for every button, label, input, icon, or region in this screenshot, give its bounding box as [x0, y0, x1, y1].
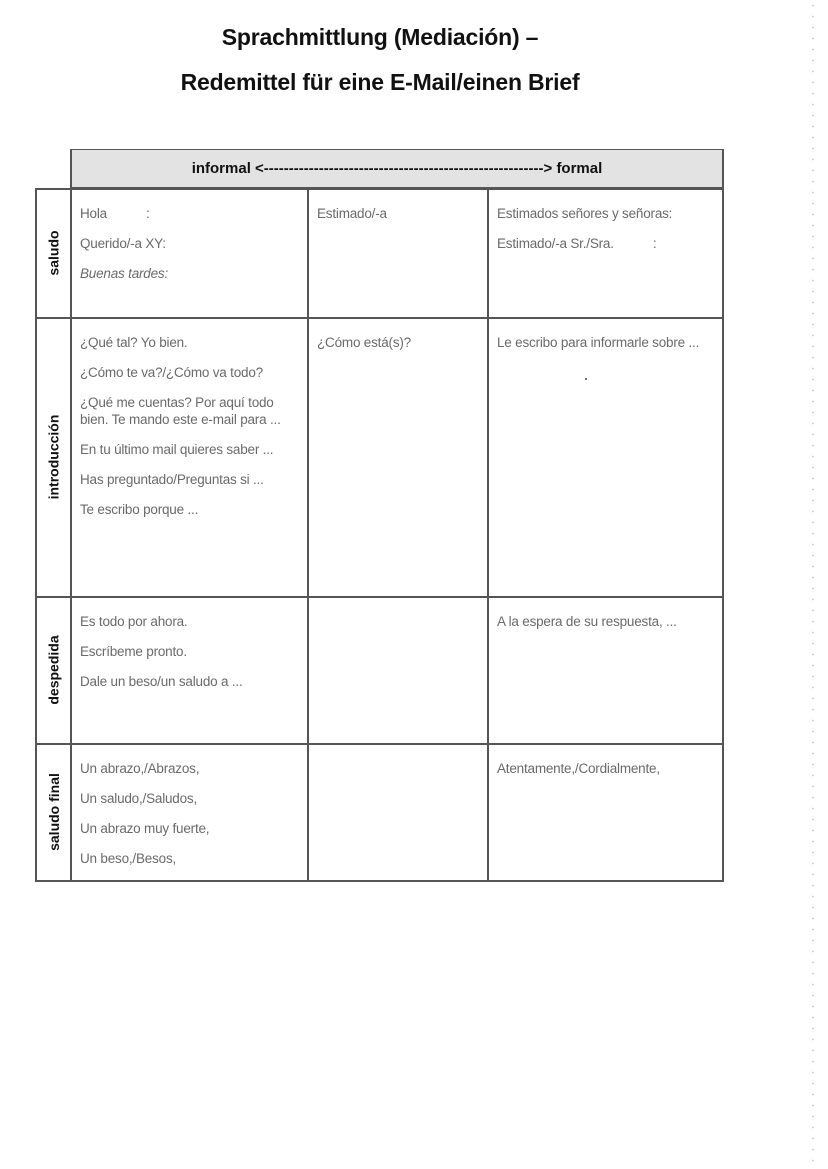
- cell-introduccion-formal: [489, 318, 722, 596]
- phrase: Le escribo para informarle sobre ...: [497, 335, 700, 350]
- cell-introduccion-neutral: [309, 318, 487, 596]
- phrase: Un saludo,/Saludos,: [80, 791, 198, 806]
- phrase: En tu último mail quieres saber ...: [80, 442, 274, 457]
- cell-saludo-final-formal: [489, 744, 722, 880]
- phrase: Un beso,/Besos,: [80, 851, 177, 866]
- phrase: Estimado/-a Sr./Sra. :: [497, 236, 657, 251]
- phrase: Querido/-a XY:: [80, 236, 166, 251]
- phrase: A la espera de su respuesta, ...: [497, 614, 677, 629]
- cell-despedida-informal: [72, 597, 307, 743]
- cell-saludo-informal: [72, 189, 307, 317]
- row-label-text: despedida: [45, 635, 62, 705]
- table-border-right: [722, 149, 724, 882]
- row-label-despedida: [36, 597, 71, 743]
- phrase: Has preguntado/Preguntas si ...: [80, 472, 264, 487]
- row-label-text: saludo final: [45, 773, 62, 851]
- cell-saludo-neutral: [309, 189, 487, 317]
- phrase: Un abrazo,/Abrazos,: [80, 761, 200, 776]
- document-title-line-1: Sprachmittlung (Mediación) –: [221, 24, 539, 50]
- phrase: Dale un beso/un saludo a ...: [80, 674, 243, 689]
- phrase: Buenas tardes:: [80, 266, 169, 281]
- cell-saludo-final-informal: [72, 744, 307, 880]
- phrase: Es todo por ahora.: [80, 614, 188, 629]
- phrase: Estimado/-a: [317, 206, 387, 221]
- row-label-introduccion: [36, 318, 71, 596]
- stray-dot: [585, 378, 587, 380]
- phrase: ¿Cómo te va?/¿Cómo va todo?: [80, 365, 263, 380]
- phrase: Un abrazo muy fuerte,: [80, 821, 210, 836]
- row-label-saludo: [36, 189, 71, 317]
- row-label-text: introducción: [45, 414, 62, 500]
- cell-despedida-formal: [489, 597, 722, 743]
- register-scale-header: informal <--------------------------------------------------------> formal: [71, 149, 723, 188]
- table-border-bottom: [35, 880, 724, 882]
- phrase: Escríbeme pronto.: [80, 644, 187, 659]
- row-label-saludo-final: [36, 744, 71, 880]
- page-edge-perforation: [812, 0, 814, 1169]
- phrase: ¿Qué tal? Yo bien.: [80, 335, 188, 350]
- phrase: ¿Qué me cuentas? Por aquí todo bien. Te mando este e-mail para ...: [80, 395, 281, 427]
- document-title-line-2: Redemittel für eine E-Mail/einen Brief: [180, 69, 580, 95]
- row-label-text: saludo: [45, 230, 62, 276]
- cell-saludo-final-neutral: [309, 744, 487, 880]
- cell-introduccion-informal: [72, 318, 307, 596]
- cell-despedida-neutral: [309, 597, 487, 743]
- phrase: ¿Cómo está(s)?: [317, 335, 411, 350]
- phrase: Hola :: [80, 206, 150, 221]
- cell-saludo-formal: [489, 189, 722, 317]
- phrase: Te escribo porque ...: [80, 502, 199, 517]
- phrase: Atentamente,/Cordialmente,: [497, 761, 660, 776]
- phrase: Estimados señores y señoras:: [497, 206, 673, 221]
